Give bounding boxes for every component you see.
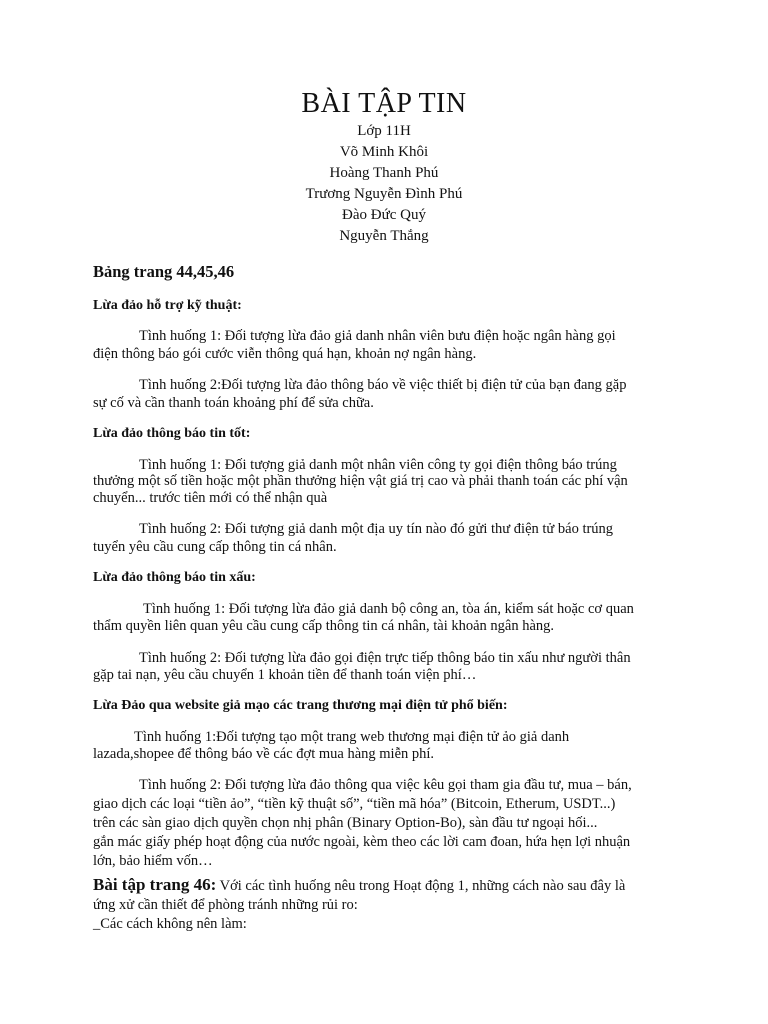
paragraph-line: trên các sàn giao dịch quyền chọn nhị phân (Binary Option-Bo), sàn đầu tư ngoại hối... [93, 815, 598, 831]
paragraph-line: thưởng một số tiền hoặc một phần thưởng hiện vật giá trị cao và phải thanh toán các phí vận [93, 473, 628, 489]
exercise-line: _Các cách không nên làm: [93, 916, 247, 932]
paragraph-line: Tình huống 1: Đối tượng lừa đảo giả danh bộ công an, tòa án, kiểm sát hoặc cơ quan [143, 601, 634, 617]
paragraph-line: chuyển... trước tiên mới có thể nhận quà [93, 490, 328, 506]
paragraph-line: sự cố và cần thanh toán khoảng phí để sửa chữa. [93, 395, 374, 411]
class-name: Lớp 11H [357, 123, 411, 139]
author-name: Đào Đức Quý [342, 207, 426, 223]
group-heading: Lừa Đảo qua website giả mạo các trang thương mại điện tử phổ biến: [93, 698, 508, 713]
paragraph-line: giao dịch các loại “tiền ảo”, “tiền kỹ thuật số”, “tiền mã hóa” (Bitcoin, Etherum, USDT...) [93, 796, 616, 812]
group-heading: Lừa đảo thông báo tin tốt: [93, 426, 251, 441]
paragraph-line: Tình huống 1:Đối tượng tạo một trang web thương mại điện tử ảo giả danh [134, 729, 570, 745]
paragraph-line: Tình huống 2: Đối tượng lừa đảo thông qua việc kêu gọi tham gia đầu tư, mua – bán, [139, 777, 632, 793]
exercise-line: ứng xử cần thiết để phòng tránh những rủi ro: [93, 897, 358, 913]
paragraph-line: Tình huống 2:Đối tượng lừa đảo thông báo về việc thiết bị điện tử của bạn đang gặp [139, 377, 627, 393]
document-title: BÀI TẬP TIN [301, 88, 467, 119]
paragraph-line: lazada,shopee để thông báo về các đợt mua hàng miễn phí. [93, 746, 435, 762]
paragraph-line: điện thông báo gói cước viễn thông quá hạn, khoản nợ ngân hàng. [93, 346, 477, 362]
paragraph-line: Tình huống 2: Đối tượng lừa đảo gọi điện trực tiếp thông báo tin xấu như người thân [139, 650, 631, 666]
group-heading: Lừa đảo hỗ trợ kỹ thuật: [93, 298, 242, 313]
exercise-line [93, 874, 625, 897]
paragraph-line: gặp tai nạn, yêu cầu chuyển 1 khoản tiền để thanh toán viện phí… [93, 667, 477, 683]
paragraph-line: gắn mác giấy phép hoạt động của nước ngoài, kèm theo các lời cam đoan, hứa hẹn lợi nhuận [93, 834, 631, 850]
paragraph-line: Tình huống 1: Đối tượng lừa đảo giả danh nhân viên bưu điện hoặc ngân hàng gọi [139, 328, 616, 344]
paragraph-line: Tình huống 1: Đối tượng giả danh một nhân viên công ty gọi điện thông báo trúng [139, 457, 617, 473]
paragraph-line: lớn, bảo hiểm vốn… [93, 853, 213, 869]
exercise-prompt: Với các tình huống nêu trong Hoạt động 1, những cách nào sau đây là [216, 878, 626, 894]
group-heading: Lừa đảo thông báo tin xấu: [93, 570, 256, 585]
exercise-label: Bài tập trang 46: [93, 875, 217, 894]
paragraph-line: tuyển yêu cầu cung cấp thông tin cá nhân. [93, 539, 337, 555]
author-name: Hoàng Thanh Phú [329, 165, 439, 181]
author-name: Trương Nguyễn Đình Phú [305, 186, 463, 202]
paragraph-line: thẩm quyền liên quan yêu cầu cung cấp thông tin cá nhân, tài khoản ngân hàng. [93, 618, 555, 634]
author-name: Võ Minh Khôi [339, 144, 429, 160]
author-name: Nguyễn Thắng [339, 228, 429, 244]
paragraph-line: Tình huống 2: Đối tượng giả danh một địa uy tín nào đó gửi thư điện tử báo trúng [139, 521, 614, 537]
section-heading: Bảng trang 44,45,46 [93, 262, 235, 281]
